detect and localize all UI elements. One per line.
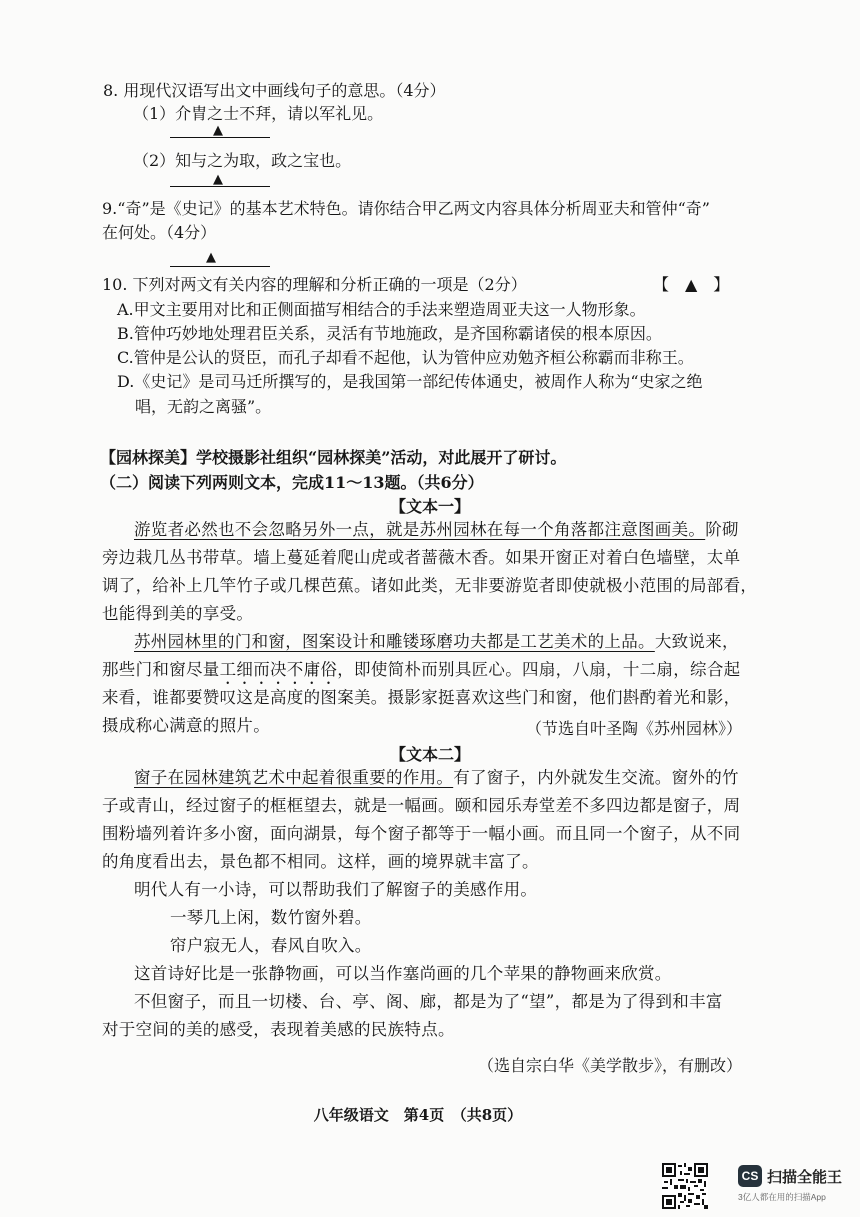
- text1-underlined-sentence: 游览者必然也不会忽略另外一点，就是苏州园林在每一个角落都注意图画美。: [134, 520, 706, 539]
- section-intro: 【园林探美】学校摄影社组织“园林探美”活动，对此展开了研讨。: [100, 448, 567, 467]
- text2-underlined-sentence: 窗子在园林建筑艺术中起着很重要的作用。: [134, 768, 454, 787]
- watermark-tagline: 3亿人都在用的扫描App: [738, 1192, 826, 1202]
- text1-p1-line3: 调了，给补上几竿竹子或几棵芭蕉。诸如此类，无非要游览者即使就极小范围的局部看，: [102, 576, 758, 595]
- text2-p4-line1: 不但窗子，而且一切楼、台、亭、阁、廊，都是为了“望”，都是为了得到和丰富: [134, 992, 723, 1011]
- text1-p2-line3: 来看，谁都要赞叹这是高度的图案美。摄影家挺喜欢这些门和窗，他们斟酌着光和影，: [102, 688, 741, 707]
- watermark-name: 扫描全能王: [767, 1168, 843, 1186]
- page-footer: 八年级语文 第4页 （共8页）: [313, 1106, 523, 1124]
- text2-p1-line3: 围粉墙列着许多小窗，面向湖景，每个窗子都等于一幅小画。而且同一个窗子，从不同: [102, 824, 741, 843]
- text2-p1-line2: 子或青山，经过窗子的框框望去，就是一幅画。颐和园乐寿堂差不多四边都是窗子，周: [102, 796, 741, 815]
- text1-p1-line2: 旁边栽几丛书带草。墙上蔓延着爬山虎或者蔷薇木香。如果开窗正对着白色墙壁，太单: [102, 548, 741, 567]
- section-part2: （二）阅读下列两则文本，完成11～13题。（共6分）: [100, 473, 484, 492]
- q10-option-a: A.甲文主要用对比和正侧面描写相结合的手法来塑造周亚夫这一人物形象。: [117, 300, 646, 319]
- qr-code-icon: [662, 1163, 708, 1209]
- answer-triangle-icon: ▲: [213, 172, 223, 187]
- answer-triangle-icon: ▲: [213, 123, 223, 138]
- answer-triangle-icon: ▲: [206, 250, 216, 265]
- text1-p2-line4: 摄成称心满意的照片。: [102, 716, 270, 735]
- text1-dotted-phrase: 工细而决不庸俗: [219, 660, 338, 679]
- text1-p1-rest: 阶砌: [705, 520, 739, 539]
- q10-answer-bracket: 【 ▲ 】: [653, 275, 730, 294]
- text1-p2-line1: [134, 628, 739, 656]
- q10-option-d-line2: 唱，无韵之离骚”。: [135, 397, 272, 416]
- text1-source: （节选自叶圣陶《苏州园林》）: [525, 719, 742, 738]
- text1-underlined-sentence-2: 苏州园林里的门和窗，图案设计和雕镂琢磨功夫都是工艺美术的上品。: [134, 632, 655, 651]
- text2-poem-line1: 一琴几上闲，数竹窗外碧。: [170, 908, 372, 927]
- text2-p2: 明代人有一小诗，可以帮助我们了解窗子的美感作用。: [134, 880, 538, 899]
- q10-option-b: B.管仲巧妙地处理君臣关系，灵活有节地施政，是齐国称霸诸侯的根本原因。: [117, 324, 662, 343]
- q8-stem: 8. 用现代汉语写出文中画线句子的意思。（4分）: [103, 81, 446, 100]
- answer-line: [170, 266, 270, 267]
- text2-source: （选自宗白华《美学散步》，有删改）: [477, 1056, 742, 1075]
- q9-line1: 9.“奇”是《史记》的基本艺术特色。请你结合甲乙两文内容具体分析周亚夫和管仲“奇”: [102, 199, 710, 218]
- q10-stem: 10. 下列对两文有关内容的理解和分析正确的一项是（2分）: [102, 275, 527, 294]
- q10-option-d-line1: D.《史记》是司马迁所撰写的，是我国第一部纪传体通史，被周作人称为“史家之绝: [117, 372, 703, 391]
- text2-p1-rest: 有了窗子，内外就发生交流。窗外的竹: [453, 768, 739, 787]
- text2-poem-line2: 帘户寂无人，春风自吹入。: [170, 936, 372, 955]
- camscanner-logo-icon: CS: [738, 1165, 762, 1187]
- text1-p1-line1: [134, 516, 739, 544]
- text1-p2-line2-b: ，即使简朴而别具匠心。四扇，八扇，十二扇，综合起: [337, 660, 741, 679]
- text2-heading: 【文本二】: [389, 745, 470, 764]
- text2-p3: 这首诗好比是一张静物画，可以当作塞尚画的几个苹果的静物画来欣赏。: [134, 964, 672, 983]
- q9-line2: 在何处。（4分）: [102, 223, 217, 242]
- text2-p1-line4: 的角度看出去，景色都不相同。这样，画的境界就丰富了。: [102, 852, 539, 871]
- text1-heading: 【文本一】: [389, 497, 470, 516]
- text1-p2-rest: 大致说来，: [654, 632, 739, 651]
- text2-p1-line1: [134, 764, 739, 792]
- q10-option-c: C.管仲是公认的贤臣，而孔子却看不起他，认为管仲应劝勉齐桓公称霸而非称王。: [117, 348, 694, 367]
- text1-p2-line2-a: 那些门和窗尽量: [102, 660, 220, 679]
- text1-p1-line4: 也能得到美的享受。: [102, 604, 254, 623]
- text2-p4-line2: 对于空间的美的感受，表现着美感的民族特点。: [102, 1020, 455, 1039]
- q8-item2: （2）知与之为取，政之宝也。: [133, 151, 352, 170]
- q8-item1: （1）介胄之士不拜，请以军礼见。: [133, 104, 384, 123]
- scanner-watermark: [738, 1165, 842, 1203]
